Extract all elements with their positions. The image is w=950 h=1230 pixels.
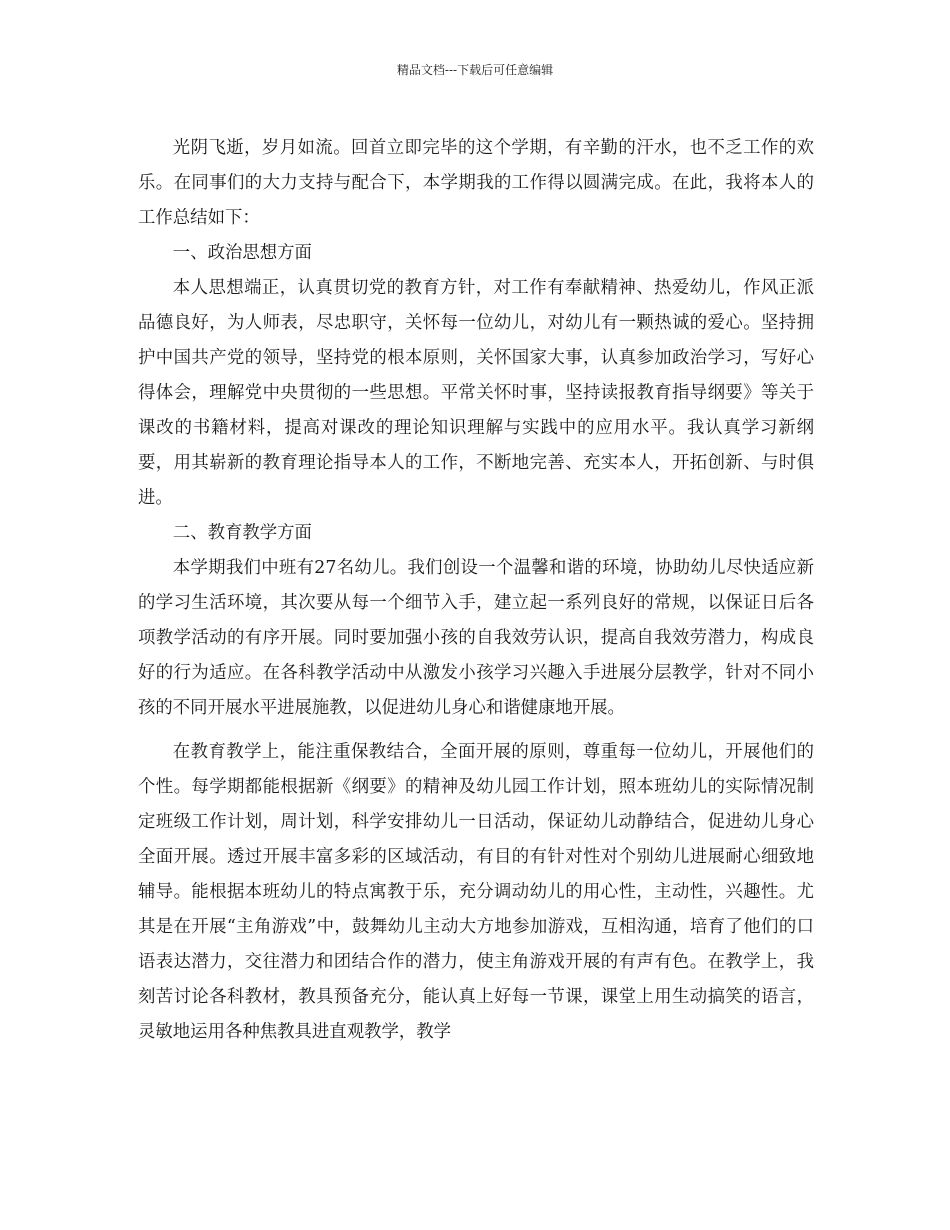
- page-header: 精品文档---下载后可任意编辑: [396, 63, 554, 77]
- teaching-paragraph-2: 在教育教学上，能注重保教结合，全面开展的原则，尊重每一位幼儿，开展他们的个性。每学期都能根据新《纲要》的精神及幼儿园工作计划，照本班幼儿的实际情况制定班级工作计划，周计划，科学安排幼儿一日活动，保证幼儿动静结合，促进幼儿身心全面开展。透过开展丰富多彩的区域活动，有目的有针对性对个别幼儿进展耐心细致地辅导。能根据本班幼儿的特点寓教于乐，充分调动幼儿的用心性，主动性，兴趣性。尤其是在开展“主角游戏”中，鼓舞幼儿主动大方地参加游戏，互相沟通，培育了他们的口语表达潜力，交往潜力和团结合作的潜力，使主角游戏开展的有声有色。在教学上，我刻苦讨论各科教材，教具预备充分，能认真上好每一节课，课堂上用生动搞笑的语言，灵敏地运用各种焦教具进直观教学，教学: [138, 742, 814, 1042]
- politics-paragraph: 本人思想端正，认真贯切党的教育方针，对工作有奉献精神、热爱幼儿，作风正派品德良好，为人师表，尽忠职守，关怀每一位幼儿，对幼儿有一颗热诚的爱心。坚持拥护中国共产党的领导，坚持党的根本原则，关怀国家大事，认真参加政治学习，写好心得体会，理解党中央贯彻的一些思想。平常关怀时事，坚持读报教育指导纲要》等关于课改的书籍材料，提高对课改的理论知识理解与实践中的应用水平。我认真学习新纲要，用其崭新的教育理论指导本人的工作，不断地完善、充实本人，开拓创新、与时俱进。: [138, 278, 814, 508]
- teaching-paragraph-1: 本学期我们中班有27名幼儿。我们创设一个温馨和谐的环境，协助幼儿尽快适应新的学习生活环境，其次要从每一个细节入手，建立起一系列良好的常规，以保证日后各项教学活动的有序开展。同时要加强小孩的自我效劳认识，提高自我效劳潜力，构成良好的行为适应。在各科教学活动中从激发小孩学习兴趣入手进展分层教学，针对不同小孩的不同开展水平进展施教，以促进幼儿身心和谐健康地开展。: [138, 558, 814, 718]
- intro-paragraph: 光阴飞逝，岁月如流。回首立即完毕的这个学期，有辛勤的汗水，也不乏工作的欢乐。在同事们的大力支持与配合下，本学期我的工作得以圆满完成。在此，我将本人的工作总结如下：: [138, 138, 814, 228]
- section-heading-politics: 一、政治思想方面: [172, 243, 312, 263]
- document-body: [138, 131, 814, 1050]
- section-heading-teaching: 二、教育教学方面: [172, 523, 312, 543]
